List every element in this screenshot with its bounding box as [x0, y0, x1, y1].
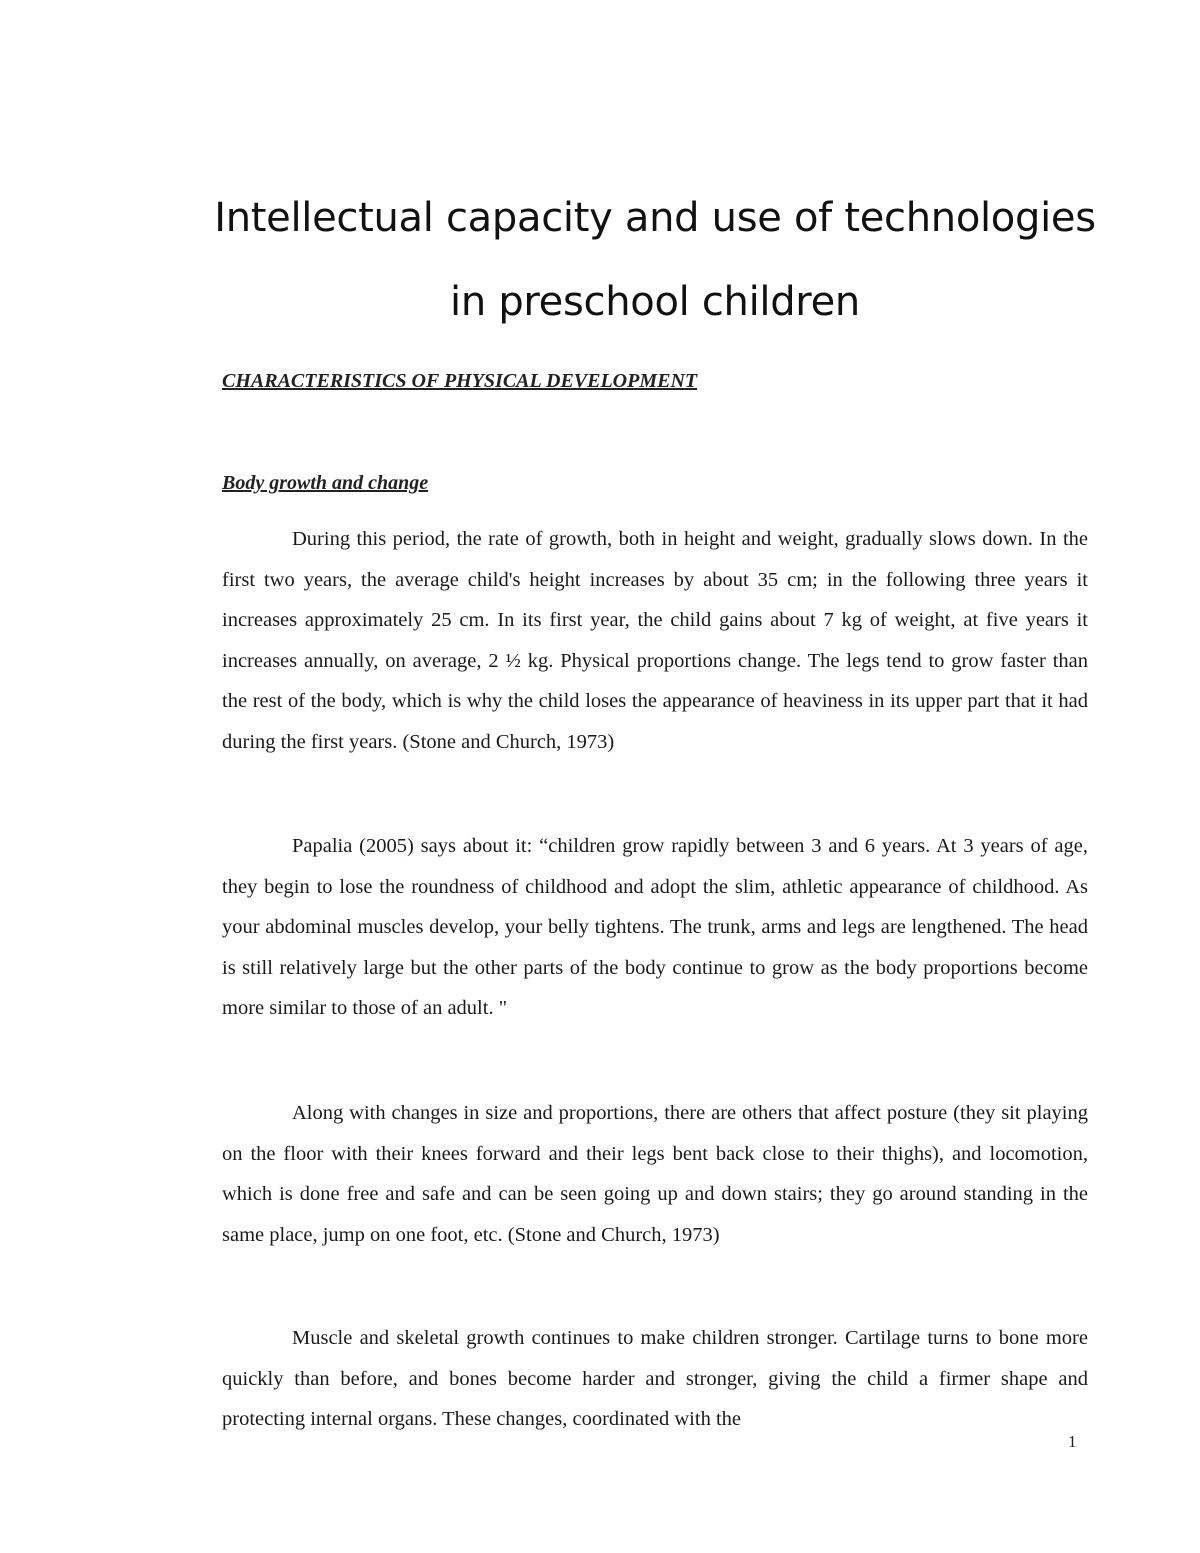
- paragraph-papalia-quote: Papalia (2005) says about it: “children grow rapidly between 3 and 6 years. At 3 years of age, they begin to lose the roundness of childhood and adopt the slim, athletic appearance of childhood. As your abdominal muscles develop, your belly tightens. The trunk, arms and legs are lengthened. The head is still relatively large but the other parts of the body continue to grow as the body proportions become more similar to those of an adult. ": [222, 835, 1088, 1019]
- section-heading: CHARACTERISTICS OF PHYSICAL DEVELOPMENT: [222, 370, 698, 392]
- paragraph-muscle-skeletal: Muscle and skeletal growth continues to make children stronger. Cartilage turns to bone more quickly than before, and bones become harder and stronger, giving the child a firmer shape and protecting internal organs. These changes, coordinated with the: [222, 1327, 1088, 1430]
- paragraph-body-growth: During this period, the rate of growth, both in height and weight, gradually slows down. In the first two years, the average child's height increases by about 35 cm; in the following three years it increases approximately 25 cm. In its first year, the child gains about 7 kg of weight, at five years it increases annually, on average, 2 ½ kg. Physical proportions change. The legs tend to grow faster than the rest of the body, which is why the child loses the appearance of heaviness in its upper part that it had during the first years. (Stone and Church, 1973): [222, 528, 1088, 753]
- document-title-line-1: Intellectual capacity and use of technologies: [214, 195, 1096, 241]
- paragraph-posture-locomotion: Along with changes in size and proportions, there are others that affect posture (they sit playing on the floor with their knees forward and their legs bent back close to their thighs), and locomotion, which is done free and safe and can be seen going up and down stairs; they go around standing in the same place, jump on one foot, etc. (Stone and Church, 1973): [222, 1102, 1088, 1246]
- sub-heading: Body growth and change: [222, 472, 429, 494]
- document-title-line-2: in preschool children: [450, 279, 860, 325]
- page-number: 1: [1068, 1432, 1077, 1451]
